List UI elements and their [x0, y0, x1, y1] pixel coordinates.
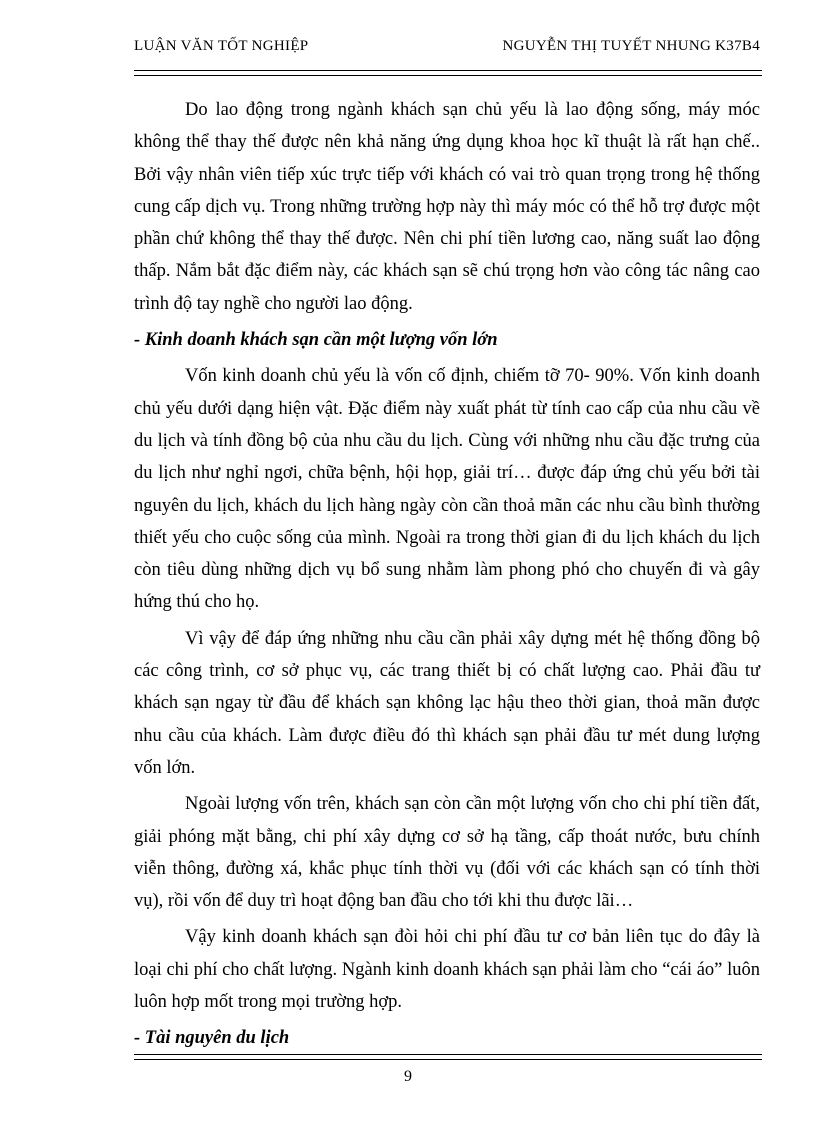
header-author: NGUYỄN THỊ TUYẾT NHUNG K37B4: [502, 38, 760, 54]
page-body: [134, 94, 760, 1055]
header-thesis-title: LUẬN VĂN TỐT NGHIỆP: [134, 38, 309, 54]
header-rule-second: [134, 75, 762, 76]
page-header: [134, 38, 760, 60]
paragraph: Vì vậy để đáp ứng những nhu cầu cần phải xây dựng mét hệ thống đồng bộ các công trình, cơ sở phục vụ, các trang thiết bị có chất lượng cao. Phải đầu tư khách sạn ngay từ đầu để khách sạn không lạc hậu theo thời gian, thoả mãn được nhu cầu của khách. Làm được điều đó thì khách sạn phải đầu tư mét dung lượng vốn lớn.: [134, 628, 760, 778]
paragraph: Do lao động trong ngành khách sạn chủ yếu là lao động sống, máy móc không thể thay thế được nên khả năng ứng dụng khoa học kĩ thuật là rất hạn chế.. Bởi vậy nhân viên tiếp xúc trực tiếp với khách có vai trò quan trọng trong hệ thống cung cấp dịch vụ. Trong những trường hợp này thì máy móc có thể hỗ trợ được một phần chứ không thể thay thế được. Nên chi phí tiền lương cao, năng suất lao động thấp. Nắm bắt đặc điểm này, các khách sạn sẽ chú trọng hơn vào công tác nâng cao trình độ tay nghề cho người lao động.: [134, 100, 760, 314]
footer-rule-second: [134, 1059, 762, 1060]
page-number: 9: [404, 1068, 412, 1085]
section-heading: - Tài nguyên du lịch: [134, 1028, 290, 1049]
section-heading: - Kinh doanh khách sạn cần một lượng vốn lớn: [134, 330, 498, 351]
header-rule: [134, 70, 762, 71]
footer-rule: [134, 1054, 762, 1055]
paragraph: Ngoài lượng vốn trên, khách sạn còn cần một lượng vốn cho chi phí tiền đất, giải phóng mặt bằng, chi phí xây dựng cơ sở hạ tầng, cấp thoát nước, bưu chính viễn thông, đường xá, khắc phục tính thời vụ (đối với các khách sạn có tính thời vụ), rồi vốn để duy trì hoạt động ban đầu cho tới khi thu được lãi…: [134, 794, 760, 912]
paragraph: Vậy kinh doanh khách sạn đòi hỏi chi phí đầu tư cơ bản liên tục do đây là loại chi phí cho chất lượng. Ngành kinh doanh khách sạn phải làm cho “cái áo” luôn luôn hợp mốt trong mọi trường hợp.: [134, 927, 760, 1013]
paragraph: Vốn kinh doanh chủ yếu là vốn cố định, chiếm tỡ 70- 90%. Vốn kinh doanh chủ yếu dưới dạng hiện vật. Đặc điểm này xuất phát từ tính cao cấp của nhu cầu về du lịch và tính đồng bộ của nhu cầu du lịch. Cùng với những nhu cầu đặc trưng của du lịch như nghỉ ngơi, chữa bệnh, hội họp, giải trí… được đáp ứng chủ yếu bởi tài nguyên du lịch, khách du lịch hàng ngày còn cần thoả mãn các nhu cầu bình thường thiết yếu cho cuộc sống của mình. Ngoài ra trong thời gian đi du lịch khách du lịch còn tiêu dùng những dịch vụ bổ sung nhằm làm phong phó cho chuyến đi và gây hứng thú cho họ.: [134, 366, 760, 613]
